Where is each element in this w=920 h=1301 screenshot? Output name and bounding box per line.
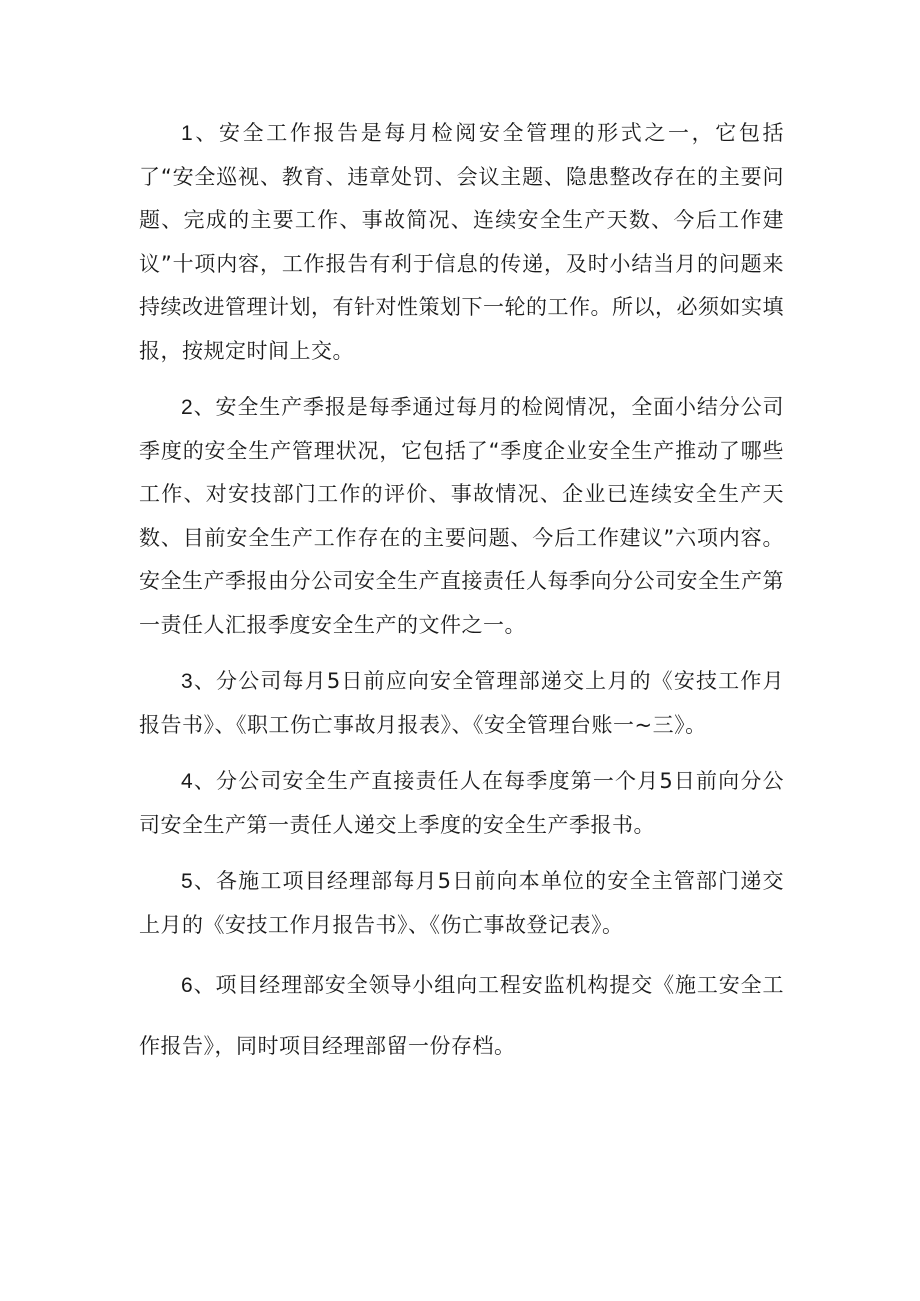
paragraph-1	[139, 112, 784, 373]
document-body	[139, 112, 784, 1089]
paragraph-3-text: 、分公司每月5日前应向安全管理部递交上月的《安技工作月报告书》、《职工伤亡事故月报表》、《安全管理台账一~三》。	[139, 669, 784, 737]
paragraph-2-number: 2	[181, 396, 194, 419]
paragraph-5-text: 、各施工项目经理部每月5日前向本单位的安全主管部门递交上月的《安技工作月报告书》、《伤亡事故登记表》。	[139, 869, 784, 937]
paragraph-6	[139, 955, 784, 1076]
paragraph-1-number: 1	[181, 122, 194, 145]
paragraph-6-text: 、项目经理部安全领导小组向工程安监机构提交《施工安全工作报告》，同时项目经理部留一份存档。	[139, 973, 784, 1058]
paragraph-1-text: 、安全工作报告是每月检阅安全管理的形式之一，它包括了“安全巡视、教育、违章处罚、会议主题、隐患整改存在的主要问题、完成的主要工作、事故简况、连续安全生产天数、今后工作建议”十项内容，工作报告有利于信息的传递，及时小结当月的问题来持续改进管理计划，有针对性策划下一轮的工作。所以，必须如实填报，按规定时间上交。	[139, 121, 784, 363]
paragraph-6-number: 6	[181, 974, 194, 997]
paragraph-3-number: 3	[181, 670, 194, 693]
paragraph-5-number: 5	[181, 870, 194, 893]
paragraph-5	[139, 860, 784, 947]
paragraph-3	[139, 660, 784, 747]
paragraph-4	[139, 760, 784, 847]
paragraph-2-text: 、安全生产季报是每季通过每月的检阅情况，全面小结分公司季度的安全生产管理状况，它包括了“季度企业安全生产推动了哪些工作、对安技部门工作的评价、事故情况、企业已连续安全生产天数、目前安全生产工作存在的主要问题、今后工作建议”六项内容。安全生产季报由分公司安全生产直接责任人每季向分公司安全生产第一责任人汇报季度安全生产的文件之一。	[139, 395, 784, 637]
paragraph-4-text: 、分公司安全生产直接责任人在每季度第一个月5日前向分公司安全生产第一责任人递交上季度的安全生产季报书。	[139, 769, 784, 837]
paragraph-2	[139, 386, 784, 647]
paragraph-4-number: 4	[181, 770, 194, 793]
